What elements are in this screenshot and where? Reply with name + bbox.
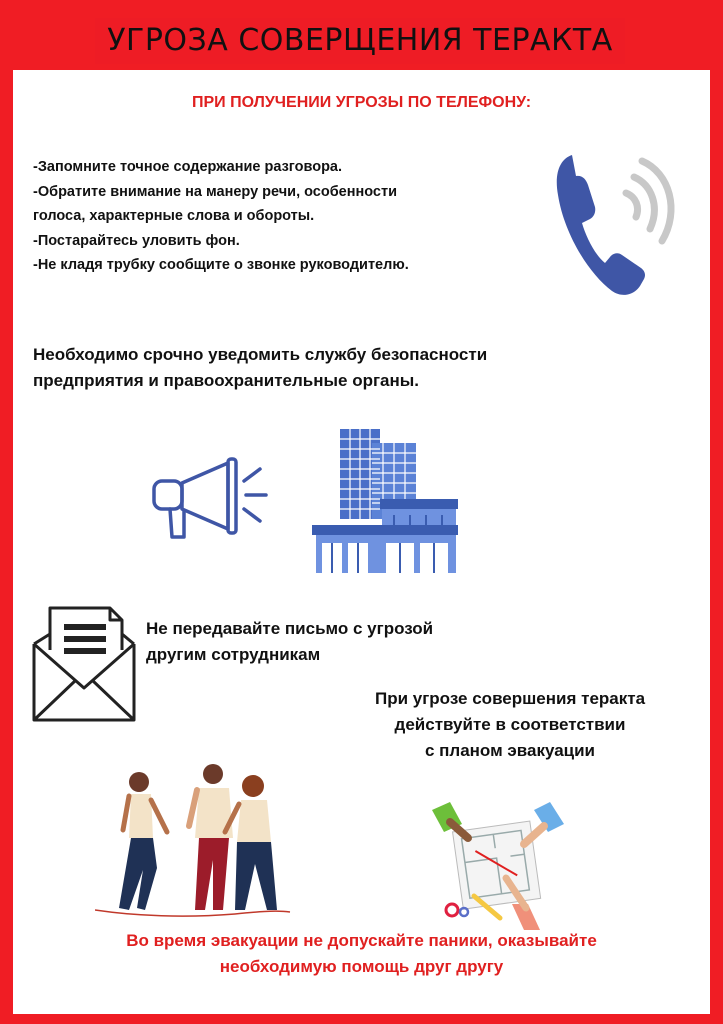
list-item: -Постарайтесь уловить фон. bbox=[33, 232, 240, 249]
list-item: голоса, характерные слова и обороты. bbox=[33, 208, 315, 224]
phone-icon bbox=[548, 145, 688, 300]
megaphone-icon bbox=[150, 455, 270, 545]
letter-warning-text: Не передавайте письмо с угрозой другим сотрудникам bbox=[146, 619, 434, 664]
envelope-letter-icon bbox=[30, 604, 140, 724]
notify-security-text: Необходимо срочно уведомить службу безопасности предприятия и правоохранительные органы. bbox=[33, 345, 488, 390]
office-building-icon bbox=[310, 425, 460, 575]
page-title: УГРОЗА СОВЕРЩЕНИЯ ТЕРАКТА bbox=[95, 18, 625, 64]
footer-panic-warning: Во время эвакуации не допускайте паники, оказывайте необходимую помощь друг другу bbox=[126, 931, 597, 976]
phone-instructions-list bbox=[33, 155, 513, 278]
list-item: -Обратите внимание на манеру речи, особенности bbox=[33, 183, 397, 200]
evacuation-plan-illustration bbox=[428, 798, 568, 933]
list-item: -Не кладя трубку сообщите о звонке руководителю. bbox=[33, 257, 409, 273]
list-item: -Запомните точное содержание разговора. bbox=[33, 159, 343, 175]
evacuation-plan-text: При угрозе совершения теракта действуйте в соответствии с планом эвакуации bbox=[374, 689, 646, 760]
walking-people-illustration bbox=[95, 760, 295, 925]
phone-section-heading: ПРИ ПОЛУЧЕНИИ УГРОЗЫ ПО ТЕЛЕФОНУ: bbox=[191, 94, 532, 111]
